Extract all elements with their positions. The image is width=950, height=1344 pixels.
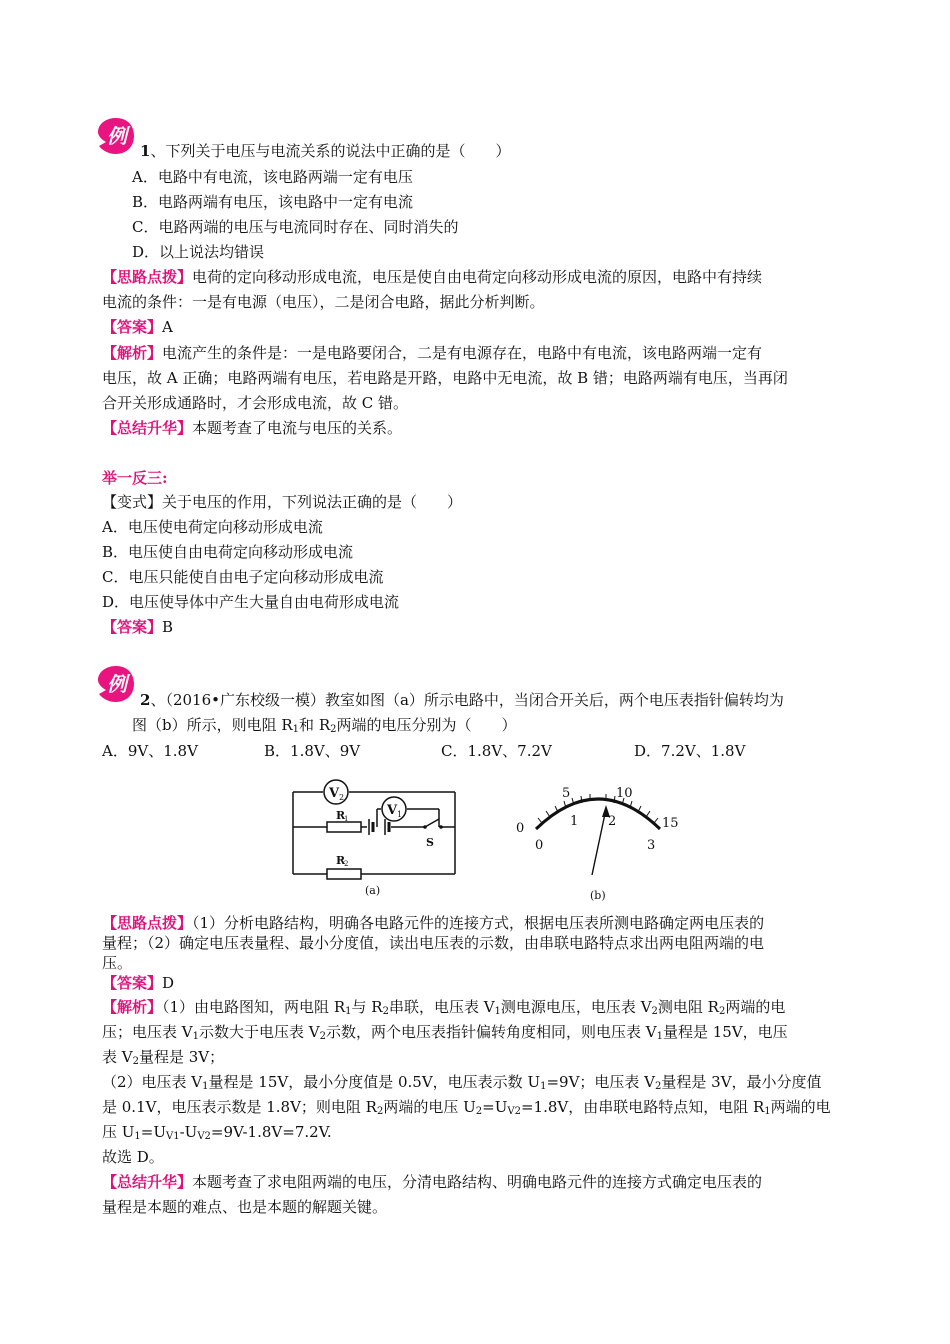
ex2-analysis-line4: （2）电压表 $V_1$量程是 15V，最小分度值是 0.5V，电压表示数 $U_1=9V$；电压表 $V_2$量程是 3V，最小分度值 (102, 1073, 822, 1092)
variant-answer: 【答案】B (102, 618, 174, 636)
ex2-answer: 【答案】D (102, 974, 175, 992)
ex2-question-cont: 图（b）所示，则电阻 $R_1$和 $R_2$两端的电压分别为（ ） (132, 716, 517, 735)
ex1-question: 1、下列关于电压与电流关系的说法中正确的是（ ） (140, 142, 511, 160)
ex1-option-a: A．电路中有电流，该电路两端一定有电压 (132, 168, 413, 186)
ex2-option-c: C．1.8V、7.2V (441, 742, 552, 760)
svg-text:R: R (336, 854, 346, 867)
svg-text:5: 5 (562, 786, 571, 801)
ex1-option-b: B．电路两端有电压，该电路中一定有电流 (132, 193, 414, 211)
svg-text:(a): (a) (365, 884, 381, 897)
resistor-r2 (327, 869, 361, 879)
svg-text:2: 2 (608, 814, 617, 829)
svg-text:R: R (336, 809, 346, 822)
ex2-summary: 【总结升华】本题考查了求电阻两端的电压，分清电路结构、明确电路元件的连接方式确定电压表的 (102, 1173, 763, 1191)
ex2-option-b: B．1.8V、9V (264, 742, 361, 760)
ex2-question: 2、（2016•广东校级一模）教室如图（a）所示电路中，当闭合开关后，两个电压表指针偏转均为 (140, 691, 784, 709)
svg-text:10: 10 (616, 786, 633, 801)
ex1-hint-cont: 电流的条件：一是有电源（电压），二是闭合电路，据此分析判断。 (102, 293, 545, 311)
ex1-summary: 【总结升华】本题考查了电流与电压的关系。 (102, 419, 403, 437)
svg-text:1: 1 (397, 810, 403, 819)
ex2-option-a: A．9V、1.8V (102, 742, 198, 760)
svg-text:(b): (b) (590, 889, 606, 902)
ex1-hint: 【思路点拨】电荷的定向移动形成电流，电压是使自由电荷定向移动形成电流的原因，电路中有持续 (102, 268, 763, 286)
svg-text:1: 1 (570, 814, 579, 829)
svg-text:2: 2 (339, 793, 345, 802)
variant-heading: 举一反三: (102, 469, 168, 487)
resistor-r1 (327, 822, 361, 832)
ex2-hint-line3: 压。 (102, 954, 133, 972)
ex2-summary-line2: 量程是本题的难点、也是本题的解题关键。 (102, 1198, 388, 1216)
ex2-analysis-line5: 是 0.1V，电压表示数是 1.8V；则电阻 $R_2$两端的电压 $U_2=U_{V2}=1.8V$，由串联电路特点知，电阻 $R_1$两端的电 (102, 1098, 831, 1117)
svg-text:0: 0 (535, 838, 544, 853)
example-badge-icon (96, 116, 136, 156)
ex2-analysis-line6: 压 $U_1=U_{V1}-U_{V2}=9V-1.8V=7.2V$. (102, 1123, 332, 1142)
ex1-option-c: C．电路两端的电压与电流同时存在、同时消失的 (132, 218, 459, 236)
ex1-option-d: D．以上说法均错误 (132, 243, 265, 261)
svg-text:V: V (387, 803, 398, 818)
svg-text:V: V (329, 786, 340, 801)
variant-option-d: D．电压使导体中产生大量自由电荷形成电流 (102, 593, 400, 611)
ex2-analysis: 【解析】（1）由电路图知，两电阻 $R_1$与 $R_2$串联，电压表 $V_1$测电源电压，电压表 $V_2$测电阻 $R_2$两端的电 (102, 998, 786, 1017)
ex1-analysis-line3: 合开关形成通路时，才会形成电流，故 C 错。 (102, 394, 409, 412)
ex2-analysis-line3: 表 $V_2$量程是 3V； (102, 1048, 225, 1067)
svg-text:15: 15 (662, 816, 679, 831)
svg-text:S: S (426, 836, 434, 849)
ex2-option-d: D．7.2V、1.8V (634, 742, 746, 760)
ex1-number: 1 (140, 142, 151, 160)
svg-text:3: 3 (647, 838, 656, 853)
voltmeter-dial (508, 775, 688, 905)
ex1-analysis-line2: 电压，故 A 正确；电路两端有电压，若电路是开路，电路中无电流，故 B 错；电路两端有电压，当再闭 (102, 369, 788, 387)
ex1-answer: 【答案】A (102, 318, 173, 336)
dial-needle (592, 809, 606, 875)
ex1-analysis: 【解析】电流产生的条件是：一是电路要闭合，二是有电源存在，电路中有电流，该电路两端一定有 (102, 344, 763, 362)
variant-question: 【变式】关于电压的作用，下列说法正确的是（ ） (102, 493, 463, 511)
ex2-analysis-line2: 压；电压表 $V_1$示数大于电压表 $V_2$示数，两个电压表指针偏转角度相同，则电压表 $V_1$量程是 15V，电压 (102, 1023, 788, 1042)
ex2-hint-line2: 量程；（2）确定电压表量程、最小分度值，读出电压表的示数，由串联电路特点求出两电阻两端的电 (102, 934, 765, 952)
variant-option-c: C．电压只能使自由电子定向移动形成电流 (102, 568, 384, 586)
variant-option-b: B．电压使自由电荷定向移动形成电流 (102, 543, 354, 561)
badge-text: 例 (107, 672, 127, 696)
badge-text: 例 (107, 124, 127, 148)
svg-text:0: 0 (516, 821, 525, 836)
circuit-diagram (285, 775, 470, 900)
ex2-analysis-line7: 故选 D。 (102, 1148, 164, 1166)
example-badge-icon (96, 664, 136, 704)
ex2-hint: 【思路点拨】（1）分析电路结构，明确各电路元件的连接方式，根据电压表所测电路确定两电压表的 (102, 914, 765, 932)
variant-option-a: A．电压使电荷定向移动形成电流 (102, 518, 323, 536)
svg-text:2: 2 (344, 860, 349, 868)
svg-text:1: 1 (344, 815, 349, 823)
